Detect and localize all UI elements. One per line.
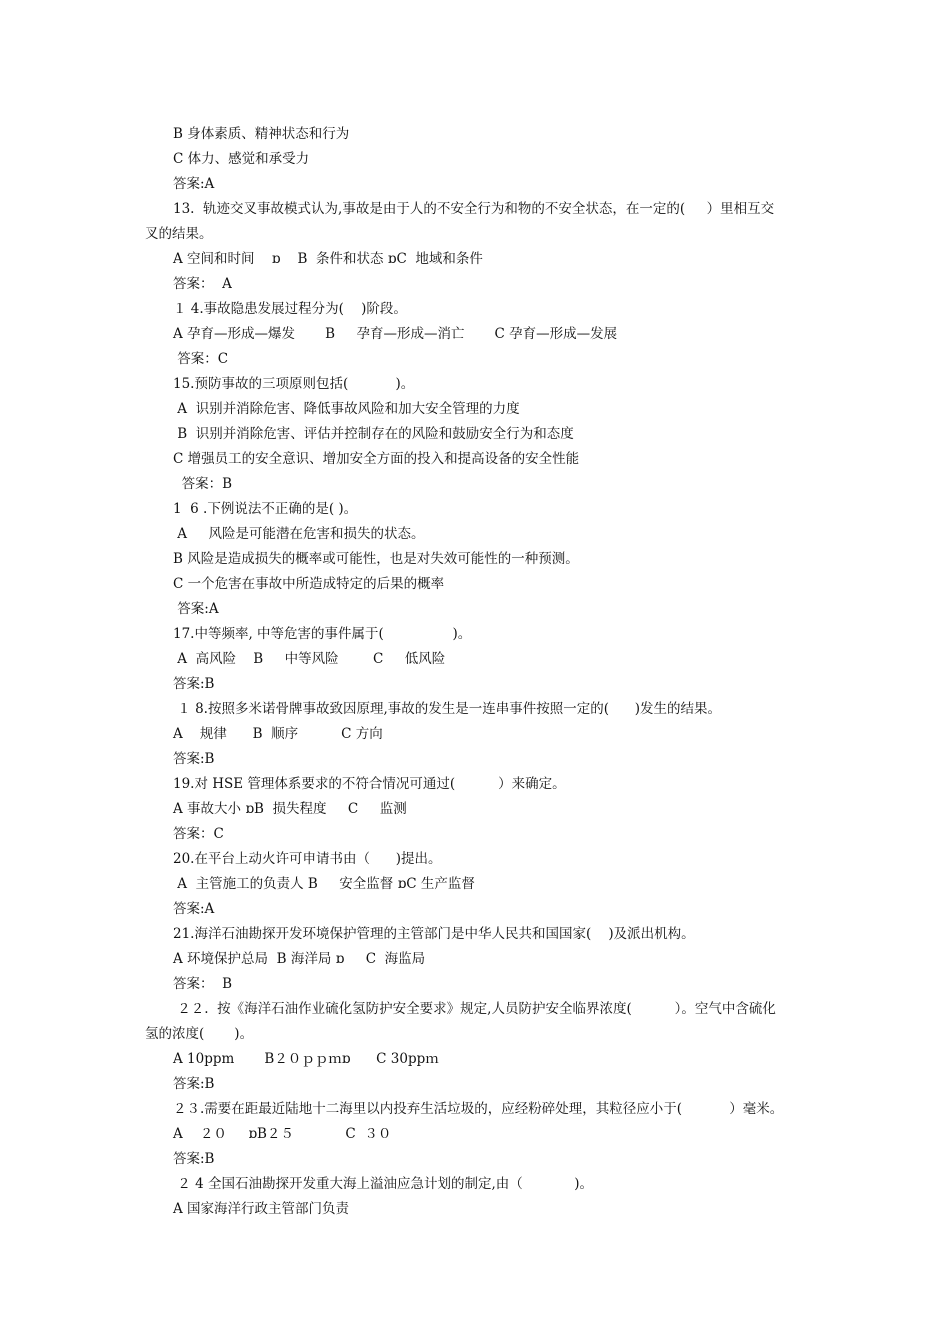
question-16: 1 6 .下例说法不正确的是( )。: [173, 501, 358, 517]
answer-q12: 答案:A: [173, 176, 215, 192]
answer-q22: 答案:B: [173, 1076, 215, 1092]
option-b-q16: B 风险是造成损失的概率或可能性，也是对失效可能性的一种预测。: [173, 551, 579, 567]
option-b-q15: B 识别并消除危害、评估并控制存在的风险和鼓励安全行为和态度: [173, 426, 574, 442]
option-c-q12: C 体力、感觉和承受力: [173, 151, 310, 167]
option-c-q15: C 增强员工的安全意识、增加安全方面的投入和提高设备的安全性能: [173, 451, 580, 467]
question-23: ２３.需要在距最近陆地十二海里以内投弃生活垃圾的，应经粉碎处理，其粒径应小于( ）毫米。: [173, 1101, 784, 1117]
question-24: ２ 4 全国石油勘探开发重大海上溢油应急计划的制定,由（ )。: [173, 1176, 594, 1192]
question-22-continued: 氢的浓度( )。: [145, 1026, 254, 1042]
answer-q19: 答案：C: [173, 826, 224, 842]
question-17: 17.中等频率, 中等危害的事件属于( )。: [173, 626, 472, 642]
question-20: 20.在平台上动火许可申请书由（ )提出。: [173, 851, 442, 867]
answer-q18: 答案:B: [173, 751, 215, 767]
options-q20: A 主管施工的负责人 B 安全监督 ɒC 生产监督: [173, 876, 475, 892]
options-q17: A 高风险 B 中等风险 C 低风险: [173, 651, 446, 667]
option-a-q15: A 识别并消除危害、降低事故风险和加大安全管理的力度: [173, 401, 520, 417]
question-13-continued: 叉的结果。: [145, 226, 213, 242]
answer-q21: 答案： B: [173, 976, 233, 992]
options-q19: A 事故大小 ɒB 损失程度 C 监测: [173, 801, 407, 817]
option-a-q24: A 国家海洋行政主管部门负责: [173, 1201, 350, 1217]
answer-q17: 答案:B: [173, 676, 215, 692]
answer-q13: 答案： A: [173, 276, 232, 292]
answer-q20: 答案:A: [173, 901, 215, 917]
question-15: 15.预防事故的三项原则包括( )。: [173, 376, 415, 392]
question-14: １ 4.事故隐患发展过程分为( )阶段。: [173, 301, 407, 317]
options-q22: A 10ppm B２０ｐｐｍɒ C 30ppｍ: [173, 1051, 439, 1067]
options-q14: A 孕育—形成—爆发 B 孕育—形成—消亡 C 孕育—形成—发展: [173, 326, 618, 342]
option-a-q16: A 风险是可能潜在危害和损失的状态。: [173, 526, 425, 542]
option-c-q16: C 一个危害在事故中所造成特定的后果的概率: [173, 576, 445, 592]
question-18: １ 8.按照多米诺骨牌事故致因原理,事故的发生是一连串事件按照一定的( )发生的结果。: [173, 701, 722, 717]
options-q23: A ２０ ɒB２５ C ３０: [173, 1126, 392, 1142]
options-q21: A 环境保护总局 B 海洋局 ɒ C 海监局: [173, 951, 426, 967]
question-19: 19.对 HSE 管理体系要求的不符合情况可通过( ）来确定。: [173, 776, 566, 792]
answer-q23: 答案:B: [173, 1151, 215, 1167]
question-22: ２２. 按《海洋石油作业硫化氢防护安全要求》规定,人员防护安全临界浓度( ）。空气中含硫化: [173, 1001, 776, 1017]
answer-q16: 答案:A: [173, 601, 219, 617]
option-b-q12: B 身体素质、精神状态和行为: [173, 126, 350, 142]
answer-q15: 答案：B: [173, 476, 233, 492]
question-21: 21.海洋石油勘探开发环境保护管理的主管部门是中华人民共和国国家( )及派出机构。: [173, 926, 695, 942]
question-13: 13. 轨迹交叉事故模式认为,事故是由于人的不安全行为和物的不安全状态，在一定的( ）里相互交: [173, 201, 775, 217]
options-q13: A 空间和时间 ɒ B 条件和状态 ɒC 地域和条件: [173, 251, 483, 267]
document-body: [145, 122, 805, 1222]
options-q18: A 规律 B 顺序 C 方向: [173, 726, 383, 742]
answer-q14: 答案：C: [173, 351, 229, 367]
